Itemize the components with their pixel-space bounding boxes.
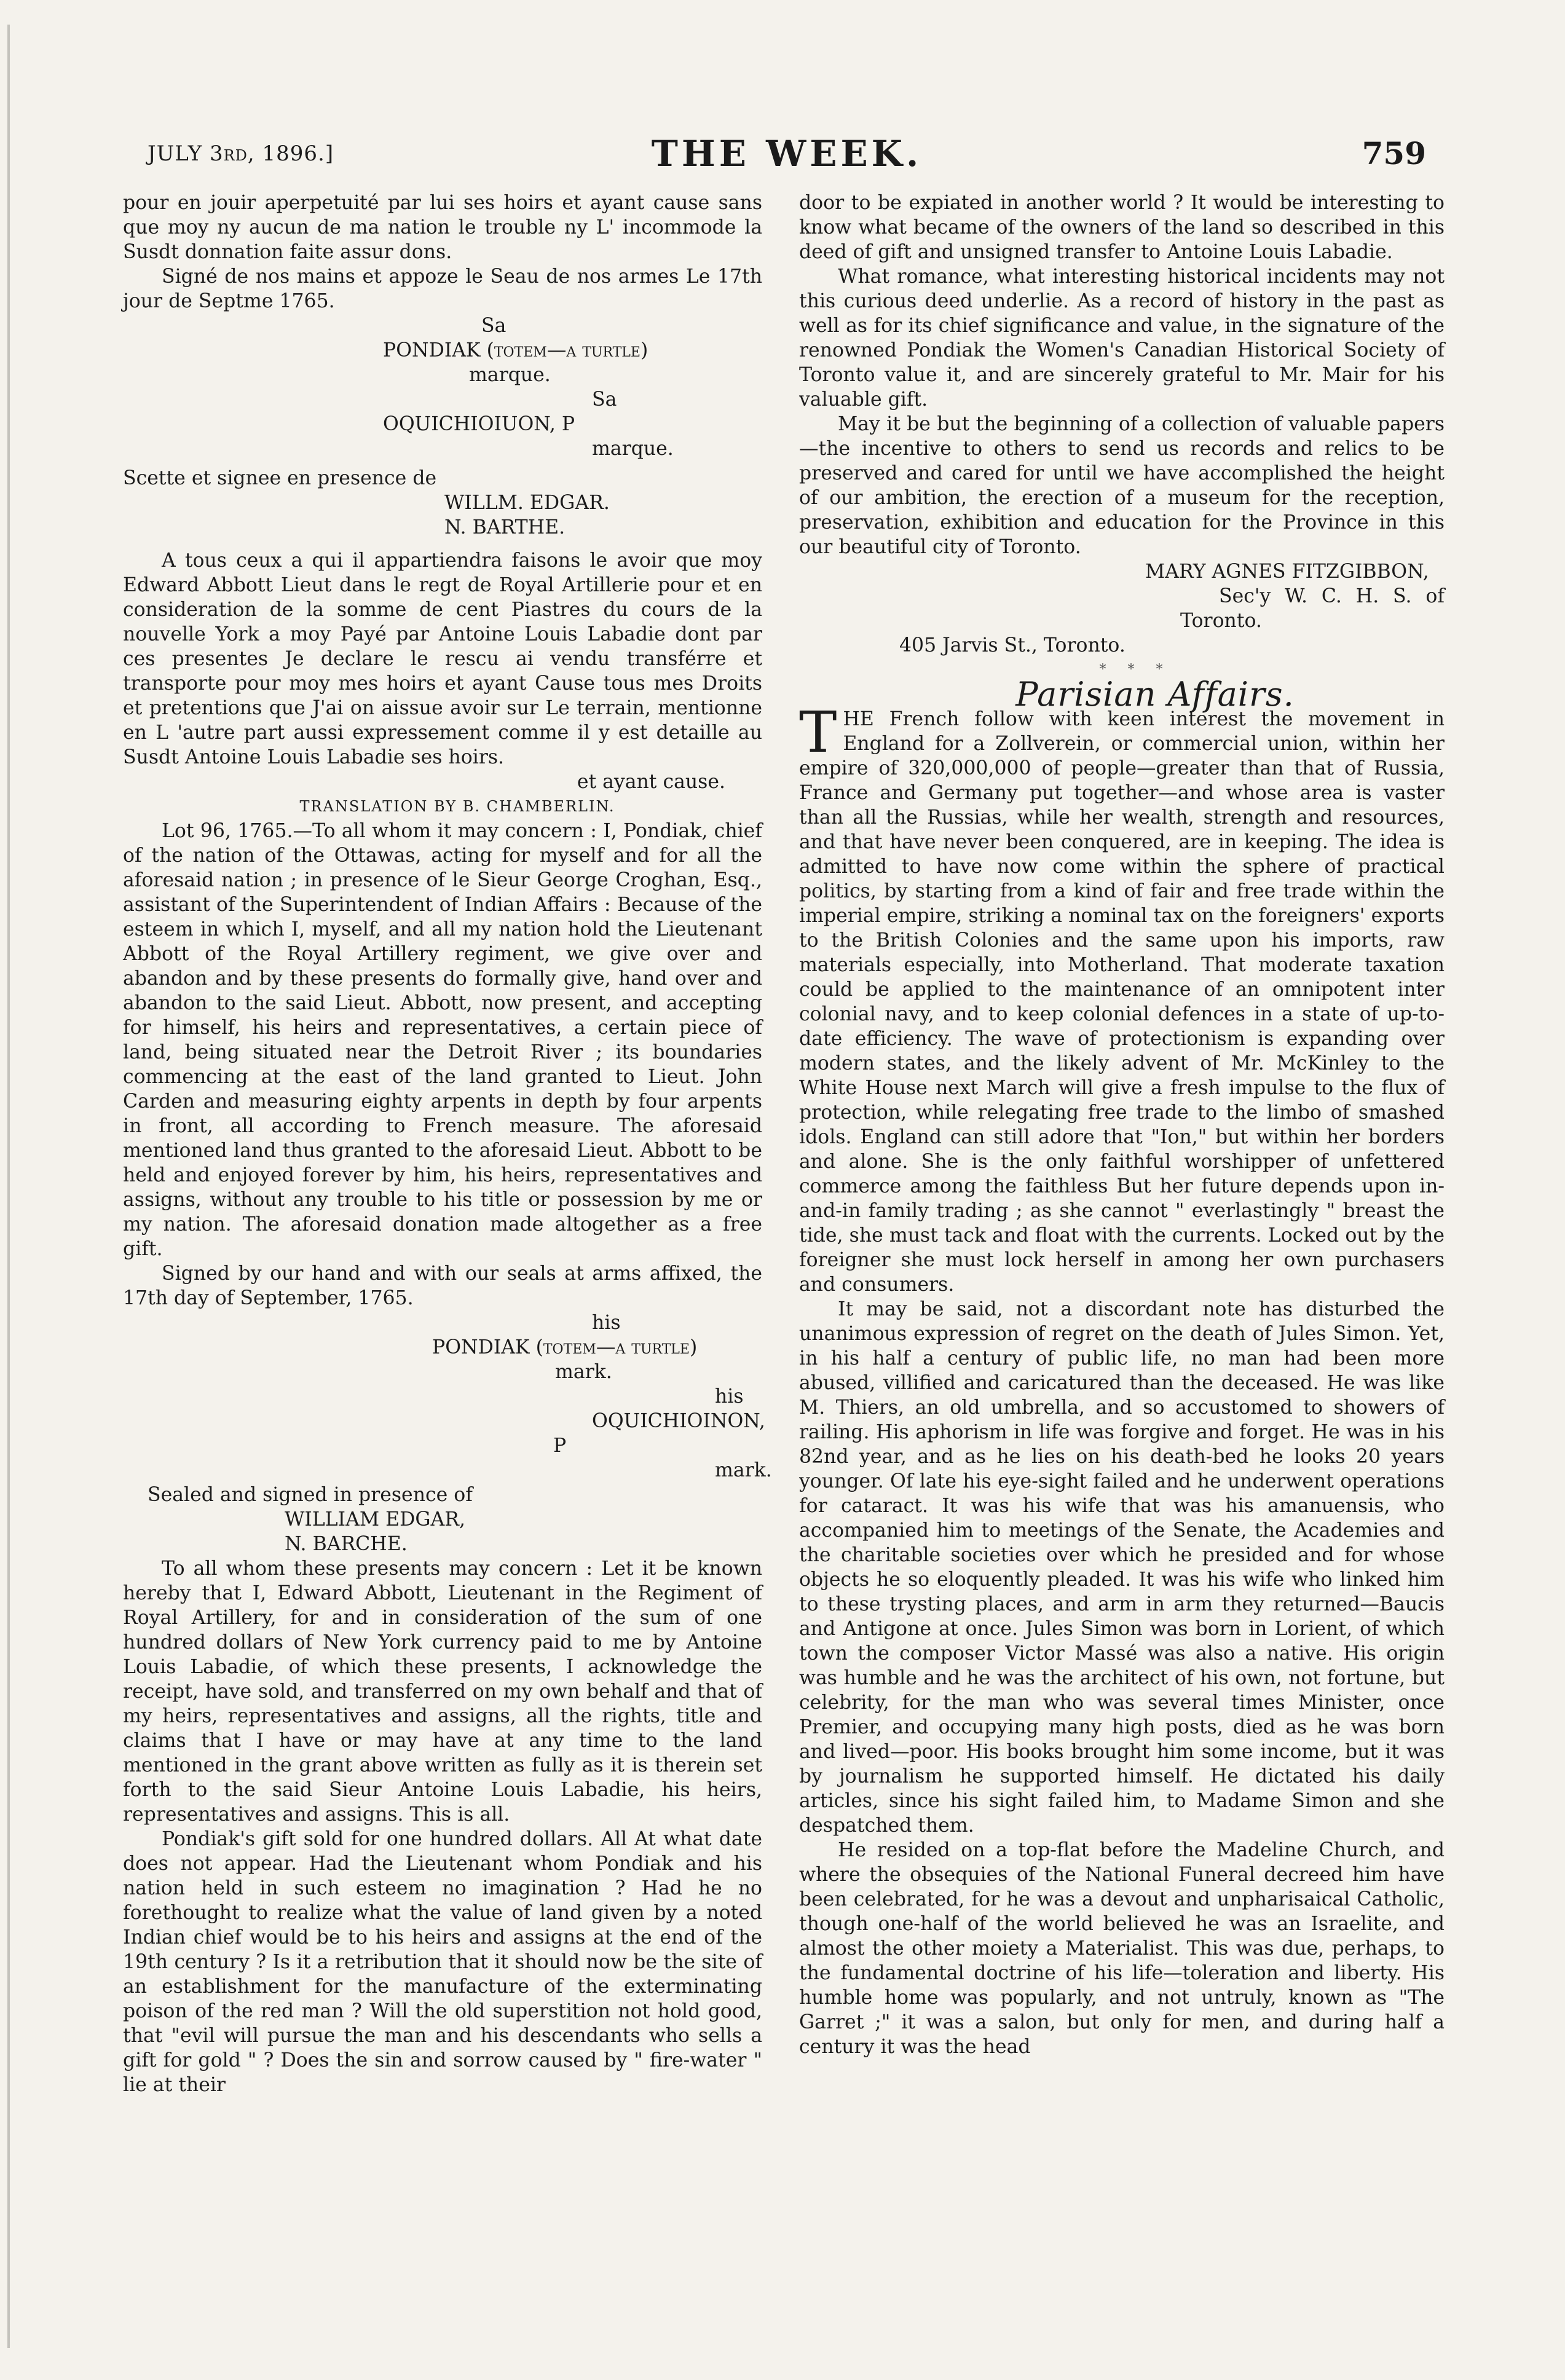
signature-line: Sa [592, 388, 617, 411]
signature-name-oquichioiuon: OQUICHIOIUON, P [383, 413, 575, 435]
signature-name-pondiak: PONDIAK (totem—a turtle) [432, 1336, 698, 1358]
witness-name: N. BARCHE. [285, 1533, 408, 1555]
article-paragraph: He resided on a top-flat before the Madeline Church, and where the obsequies of the National Funeral decreed him have been celebrated, for he was a devout and unpharisaical Catholic, though one-half of the world believed he was an Israelite, and almost the other moiety a Materialist. This was due, perhaps, to the fundamental doctrine of his life—toleration and liberty. His humble home was popularly, and not untruly, known as "The Garret ;" it was a salon, but only for men, and during half a century it was the head [799, 1839, 1445, 2058]
signature-line: his [592, 1312, 621, 1334]
article-paragraph-text: HE French follow with keen interest the movement in England for a Zollverein, or commercial union, within her empire of 320,000,000 of people—greater than that of Russia, France and Germany put together—and whose area is vaster than all the Russias, while her wealth, strength and resources, and that have never been conquered, are in keeping. The idea is admitted to have now come within the sphere of practical politics, by starting from a kind of fair and free trade within the imperial empire, striking a nominal tax on the foreigners' exports to the British Colonies and the same upon his imports, raw materials especially, into Motherland. That moderate taxation could be applied to the maintenance of an omnipotent inter colonial navy, and to keep colonial defences in a state of up-to-date efficiency. The wave of protectionism is expanding over modern states, and the likely advent of Mr. McKinley to the White House next March will give a fresh impulse to the flux of protection, while relegating free trade to the limbo of smashed idols. England can still adore that "Ion," but within her borders and alone. She is the only faithful worshipper of unfettered commerce among the faithless But her future depends upon in-and-in family trading ; as she cannot " everlastingly " breast the tide, she must tack and float with the currents. Locked out by the foreigner she must lock herself in among her own purchasers and consumers. [799, 708, 1445, 1296]
body-paragraph: May it be but the beginning of a collection of valuable papers—the incentive to others to send us records and relics to be preserved and cared for until we have accomplished the height of our ambition, the erection of a museum for the reception, preservation, exhibition and education for the Province in this our beautiful city of Toronto. [799, 413, 1445, 558]
witness-intro: Scette et signee en presence de [123, 467, 437, 489]
body-paragraph: What romance, what interesting historical incidents may not this curious deed underlie. As a record of history in the past as well as for its chief significance and value, in the signature of the renowned Pondiak the Women's Canadian Historical Society of Toronto value it, and are sincerely grateful to Mr. Mair for his valuable gift. [799, 266, 1445, 411]
signature-line: mark. [555, 1361, 612, 1383]
signature-name-oquichioinon: OQUICHIOINON, P [553, 1410, 765, 1457]
french-deed-paragraph: pour en jouir aperpetuité par lui ses hoirs et ayant cause sans que moy ny aucun de ma nation le trouble ny L' incommode la Susdt donnation faite assur dons. [123, 192, 762, 263]
page-header [148, 129, 1426, 178]
article-paragraph [799, 699, 1445, 1297]
left-column [123, 191, 772, 2097]
page-number: 759 [1362, 135, 1426, 171]
transfer-paragraph: To all whom these presents may concern : Let it be known hereby that I, Edward Abbott, Lieutenant in the Regiment of Royal Artillery, for and in consideration of the sum of one hundred dollars of New York currency paid to me by Antoine Louis Labadie, of which these presents, I acknowledge the receipt, have sold, and transferred on my own behalf and that of my heirs, representatives and assigns, all the rights, title and claims that I have or may have at any time to the land mentioned in the grant above written as fully as it is therein set forth to the said Sieur Antoine Louis Labadie, his heirs, representatives and assigns. This is all. [123, 1558, 762, 1826]
author-role: Sec'y W. C. H. S. of Toronto. [1180, 585, 1445, 632]
signature-block-english [123, 1310, 772, 1483]
issue-date: JULY 3rd, 1896.] [148, 141, 334, 166]
translation-paragraph: Lot 96, 1765.—To all whom it may concern : I, Pondiak, chief of the nation of the Ottawas, acting for myself and for all the aforesaid nation ; in presence of le Sieur George Croghan, Esq., assistant of the Superintendent of Indian Affairs : Because of the esteem in which I, myself, and all my nation hold the Lieutenant Abbott of the Royal Artillery regiment, we give over and abandon and by these presents do formally give, hand over and abandon to the said Lieut. Abbott, now present, and accepting for himself, his heirs and representatives, a certain piece of land, being situated near the Detroit River ; its boundaries commencing at the east of the land granted to Lieut. John Carden and measuring eighty arpents in depth by four arpents in front, all according to French measure. The aforesaid mentioned land thus granted to the aforesaid Lieut. Abbott to be held and enjoyed forever by him, his heirs, representatives and assigns, without any trouble to his title or possession by me or my nation. The aforesaid donation made altogether as a free gift. [123, 820, 762, 1260]
author-name: MARY AGNES FITZGIBBON, [1145, 561, 1429, 583]
witness-name: WILLIAM EDGAR, [285, 1508, 466, 1531]
witness-name: N. BARTHE. [444, 516, 566, 538]
french-deed-signing: Signé de nos mains et appoze le Seau de nos armes Le 17th jour de Septme 1765. [123, 266, 762, 312]
commentary-paragraph: Pondiak's gift sold for one hundred dollars. All At what date does not appear. Had the Lieutenant whom Pondiak and his nation held in such esteem no imagination ? Had he no forethought to realize what the value of land given by a noted Indian chief would be to his heirs and assigns at the end of the 19th century ? Is it a retribution that it should now be the site of an establishment for the manufacture of the exterminating poison of the red man ? Will the old superstition not hold good, that "evil will pursue the man and his descendants who sells a gift for gold " ? Does the sin and sorrow caused by " fire-water " lie at their [123, 1828, 762, 2096]
section-separator: * * * [1099, 662, 1172, 677]
signature-line: his [715, 1385, 744, 1408]
witness-name: WILLM. EDGAR. [444, 492, 610, 514]
publication-title: THE WEEK. [651, 133, 923, 175]
continued-paragraph: door to be expiated in another world ? It would be interesting to know what became of the owners of the land so described in this deed of gift and unsigned transfer to Antoine Louis Labadie. [799, 192, 1445, 263]
signature-line: marque. [469, 364, 551, 386]
drop-cap: T [799, 699, 837, 765]
translation-heading: TRANSLATION BY B. CHAMBERLIN. [299, 798, 615, 815]
witness-intro: Sealed and signed in presence of [148, 1484, 473, 1506]
translation-signing: Signed by our hand and with our seals at arms affixed, the 17th day of September, 1765. [123, 1263, 762, 1309]
right-column [799, 191, 1445, 2059]
section-title: Parisian Affairs. [1015, 675, 1295, 714]
french-transfer-paragraph: A tous ceux a qui il appartiendra faisons le avoir que moy Edward Abbott Lieut dans le regt de Royal Artillerie pour et en consideration de la somme de cent Piastres du cours de la nouvelle York a moy Payé par Antoine Louis Labadie dont par ces presentes Je declare le rescu ai vendu transférre et transporte pour moy mes hoirs et ayant Cause tous mes Droits et pretentions que J'ai on aissue avoir sur Le terrain, mentionne en L 'autre part aussi expressement comme il y est detaille au Susdt Antoine Louis Labadie ses hoirs. [123, 550, 762, 768]
author-address: 405 Jarvis St., Toronto. [899, 634, 1125, 656]
signature-block-french [123, 313, 762, 461]
page-edge-shadow [7, 25, 10, 2348]
signature-name-pondiak: PONDIAK (totem—a turtle) [383, 339, 648, 361]
article-paragraph: It may be said, not a discordant note has disturbed the unanimous expression of regret on the death of Jules Simon. Yet, in his half a century of public life, no man had been more abused, villified and caricatured than the deceased. He was like M. Thiers, an old umbrella, and so accustomed to showers of railing. His aphorism in life was forgive and forget. He was in his 82nd year, and as he lies on his death-bed he looks 20 years younger. Of late his eye-sight failed and he underwent operations for cataract. It was his wife that was his amanuensis, who accompanied him to meetings of the Senate, the Academies and the charitable societies over which he presided and for whose objects he so eloquently pleaded. It was his wife who linked him to these trysting places, and arm in arm they returned—Baucis and Antigone at once. Jules Simon was born in Lorient, of which town the composer Victor Massé was also a native. His origin was humble and he was the architect of his own, not fortune, but celebrity, for the man who was several times Minister, once Premier, and occupying many high posts, died as he was born and lived—poor. His books brought him some income, but it was by journalism he supported himself. He dictated his daily articles, since his sight failed him, to Madame Simon and she despatched them. [799, 1298, 1445, 1837]
signature-line: mark. [715, 1459, 772, 1481]
signature-line: Sa [481, 315, 507, 337]
french-transfer-end: et ayant cause. [577, 771, 725, 793]
signature-line: marque. [592, 438, 674, 460]
